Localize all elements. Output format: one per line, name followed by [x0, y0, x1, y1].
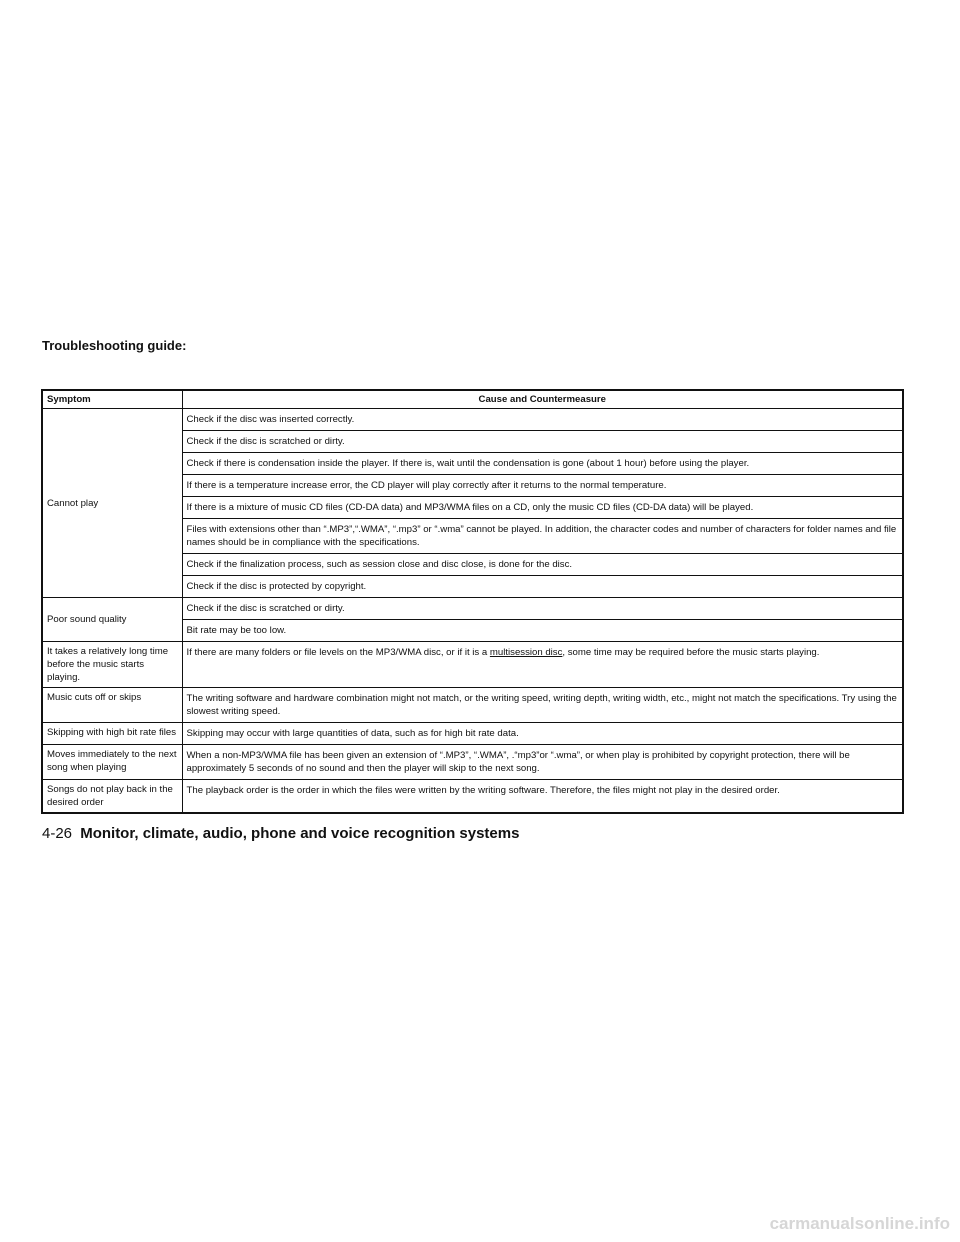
table-row	[42, 688, 903, 723]
symptom-moves-to-next-song: Moves immediately to the next song when playing	[42, 745, 182, 780]
symptom-poor-sound-quality: Poor sound quality	[42, 598, 182, 642]
cause-cell: The writing software and hardware combination might not match, or the writing speed, writing depth, writing width, etc., might not match the specifications. Try using the slowest writing speed.	[182, 688, 903, 723]
cause-cell: Check if the disc is protected by copyright.	[182, 576, 903, 598]
table-row	[42, 780, 903, 814]
symptom-wrong-play-order: Songs do not play back in the desired order	[42, 780, 182, 814]
page-footer	[42, 825, 519, 843]
table-row	[42, 598, 903, 620]
cause-column-header: Cause and Countermeasure	[182, 390, 903, 409]
cause-cell: Check if the disc was inserted correctly.	[182, 409, 903, 431]
page-number: 4-26	[42, 825, 73, 842]
cause-cell: Check if the disc is scratched or dirty.	[182, 598, 903, 620]
troubleshooting-table	[41, 389, 904, 814]
cause-cell: Check if the disc is scratched or dirty.	[182, 431, 903, 453]
symptom-music-cuts-off: Music cuts off or skips	[42, 688, 182, 723]
cause-cell: Check if the finalization process, such as session close and disc close, is done for the disc.	[182, 554, 903, 576]
section-title: Troubleshooting guide:	[42, 338, 187, 353]
table-header-row	[42, 390, 903, 409]
cause-cell: If there is a mixture of music CD files (CD-DA data) and MP3/WMA files on a CD, only the music CD files (CD-DA data) will be played.	[182, 497, 903, 519]
symptom-long-start-time: It takes a relatively long time before the music starts playing.	[42, 642, 182, 688]
cause-cell: If there is a temperature increase error, the CD player will play correctly after it returns to the normal temperature.	[182, 475, 903, 497]
table-row	[42, 723, 903, 745]
symptom-skipping-high-bit-rate: Skipping with high bit rate files	[42, 723, 182, 745]
multisession-disc-link[interactable]: multisession disc	[489, 647, 563, 658]
cause-cell: Bit rate may be too low.	[182, 620, 903, 642]
watermark-text: carmanualsonline.info	[769, 1214, 950, 1233]
cause-cell: Files with extensions other than “.MP3”,“.WMA”, “.mp3” or “.wma” cannot be played. In addition, the character codes and number of characters for folder names and file names should be in compliance with the specifications.	[182, 519, 903, 554]
cause-cell: Skipping may occur with large quantities of data, such as for high bit rate data.	[182, 723, 903, 745]
cause-cell: When a non-MP3/WMA file has been given an extension of “.MP3”, “.WMA”, .“mp3”or “.wma”, or when play is prohibited by copyright protection, there will be approximately 5 seconds of no sound and then the player will skip to the next song.	[182, 745, 903, 780]
cause-cell	[182, 642, 903, 688]
symptom-column-header: Symptom	[42, 390, 182, 409]
cause-text: , some time may be required before the music starts playing.	[562, 647, 820, 658]
table-row	[42, 409, 903, 431]
cause-cell: The playback order is the order in which the files were written by the writing software. Therefore, the files might not play in the desired order.	[182, 780, 903, 814]
symptom-cannot-play: Cannot play	[42, 409, 182, 598]
cause-text: If there are many folders or file levels on the MP3/WMA disc, or if it is a	[186, 647, 490, 658]
table-row	[42, 745, 903, 780]
table-row	[42, 642, 903, 688]
cause-cell: Check if there is condensation inside the player. If there is, wait until the condensation is gone (about 1 hour) before using the player.	[182, 453, 903, 475]
chapter-title: Monitor, climate, audio, phone and voice recognition systems	[80, 825, 520, 842]
